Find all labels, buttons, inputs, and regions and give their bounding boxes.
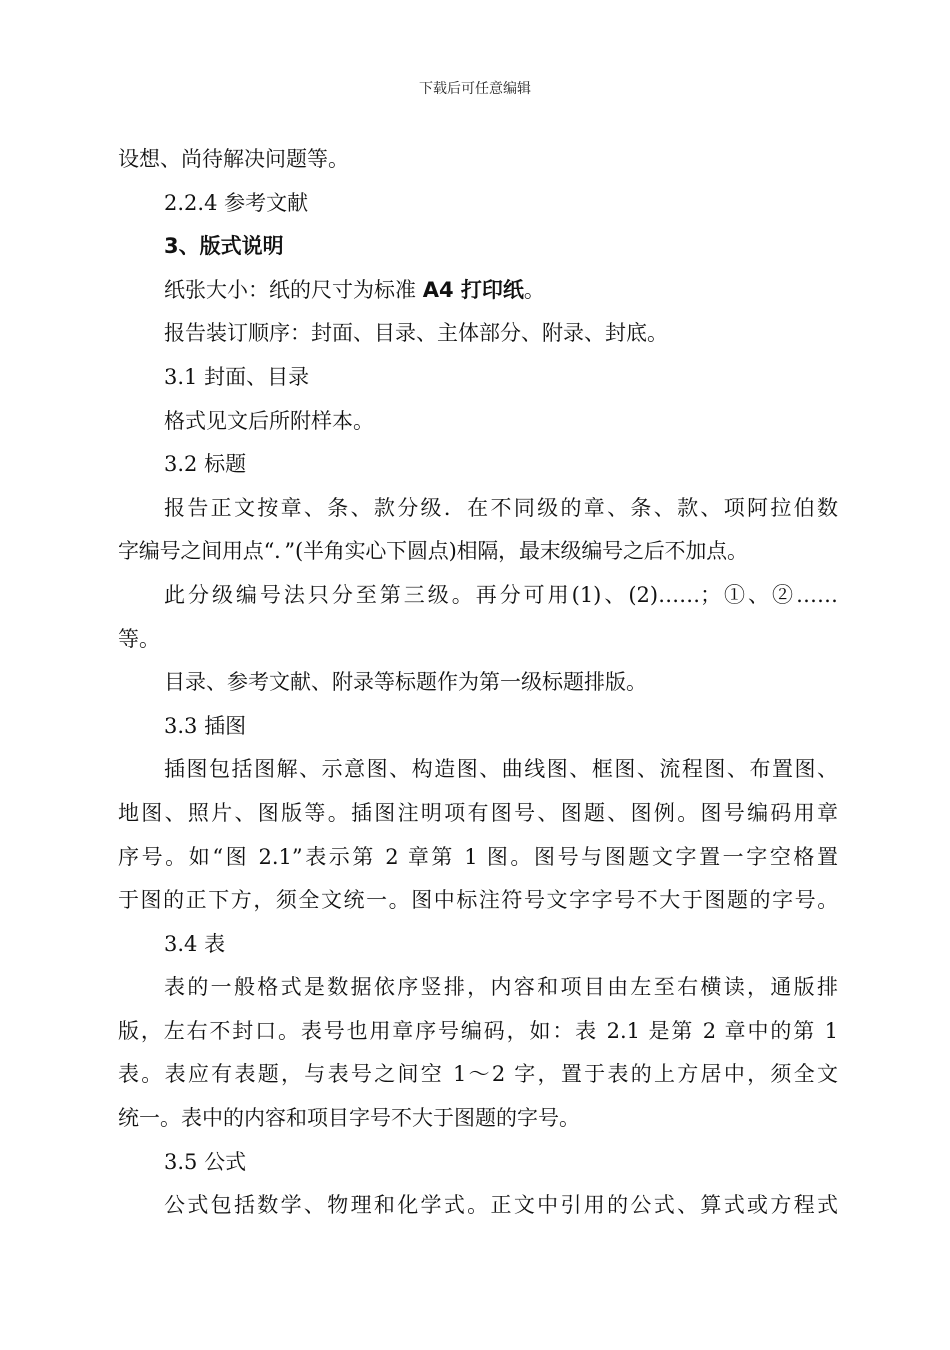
paper-size-text: 纸张大小：纸的尺寸为标准 bbox=[164, 277, 423, 302]
paragraph-line: 于图的正下方，须全文统一。图中标注符号文字字号不大于图题的字号。 bbox=[118, 888, 838, 913]
paragraph-line: 表的一般格式是数据依序竖排，内容和项目由左至右横读，通版排 bbox=[164, 975, 838, 1000]
paragraph-line: 目录、参考文献、附录等标题作为第一级标题排版。 bbox=[164, 670, 647, 695]
paragraph-line: 版，左右不封口。表号也用章序号编码，如：表 2.1 是第 2 章中的第 1 bbox=[118, 1018, 838, 1043]
paragraph-line: 表。表应有表题，与表号之间空 1～2 字，置于表的上方居中，须全文 bbox=[118, 1062, 838, 1087]
section-heading-3: 3、版式说明 bbox=[164, 234, 284, 259]
paragraph-line: 报告装订顺序：封面、目录、主体部分、附录、封底。 bbox=[164, 321, 668, 346]
document-body bbox=[118, 138, 838, 1228]
paper-size-end: 。 bbox=[523, 277, 545, 302]
section-heading-3-5: 3.5 公式 bbox=[164, 1149, 247, 1174]
section-heading-3-4: 3.4 表 bbox=[164, 931, 226, 956]
paragraph-line bbox=[118, 269, 838, 313]
paragraph-line: 插图包括图解、示意图、构造图、曲线图、框图、流程图、布置图、 bbox=[164, 757, 838, 782]
section-heading-2-2-4: 2.2.4 参考文献 bbox=[164, 190, 309, 215]
paragraph-line: 字编号之间用点“．”(半角实心下圆点)相隔，最末级编号之后不加点。 bbox=[118, 539, 748, 564]
section-heading-3-3: 3.3 插图 bbox=[164, 713, 247, 738]
paragraph-line: 报告正文按章、条、款分级．在不同级的章、条、款、项阿拉伯数 bbox=[164, 495, 838, 520]
paragraph-line: 地图、照片、图版等。插图注明项有图号、图题、图例。图号编码用章 bbox=[118, 800, 838, 825]
section-heading-3-2: 3.2 标题 bbox=[164, 452, 247, 477]
paragraph-line: 格式见文后所附样本。 bbox=[164, 408, 374, 433]
paragraph-line: 公式包括数学、物理和化学式。正文中引用的公式、算式或方程式 bbox=[164, 1193, 838, 1218]
paper-size-bold: A4 打印纸 bbox=[422, 277, 524, 302]
paragraph-line: 此分级编号法只分至第三级。再分可用(1)、(2)……；①、②…… bbox=[164, 582, 838, 607]
section-heading-3-1: 3.1 封面、目录 bbox=[164, 364, 310, 389]
paragraph-line: 等。 bbox=[118, 626, 160, 651]
paragraph-line: 统一。表中的内容和项目字号不大于图题的字号。 bbox=[118, 1106, 580, 1131]
page-header: 下载后可任意编辑 bbox=[419, 81, 531, 97]
paragraph-line: 序号。如“图 2.1”表示第 2 章第 1 图。图号与图题文字置一字空格置 bbox=[118, 844, 838, 869]
paragraph-line: 设想、尚待解决问题等。 bbox=[118, 147, 349, 171]
